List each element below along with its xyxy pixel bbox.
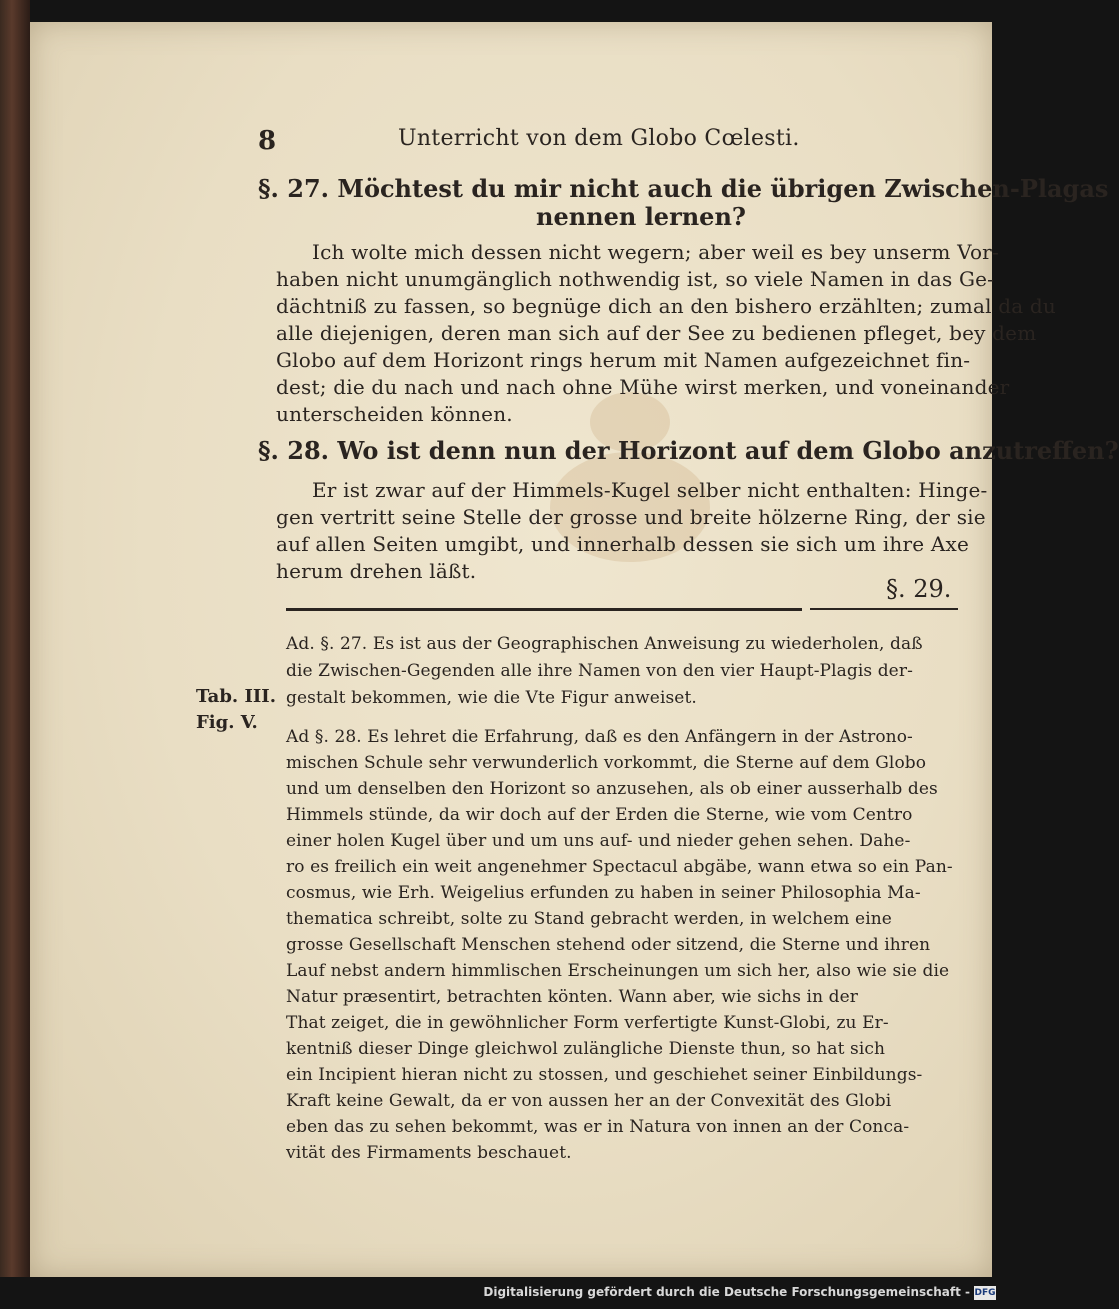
margin-ref-table: Tab. III.	[196, 686, 276, 707]
answer-27-line: haben nicht unumgänglich nothwendig ist, so viele Namen in das Ge-	[276, 267, 995, 291]
answer-28-line: herum drehen läßt.	[276, 559, 477, 583]
page-number: 8	[258, 126, 277, 156]
note-28-line: kentniß dieser Dinge gleichwol zulängliche Dienste thun, so hat sich	[286, 1039, 886, 1059]
dfg-logo-icon: DFG	[974, 1288, 996, 1298]
answer-28-line: Er ist zwar auf der Himmels-Kugel selber nicht enthalten: Hinge-	[312, 478, 988, 502]
note-28-line: eben das zu sehen bekommt, was er in Natura von innen an der Conca-	[286, 1117, 910, 1137]
note-28-line: Natur præsentirt, betrachten könten. Wann aber, wie sichs in der	[286, 987, 859, 1007]
answer-27-line: dest; die du nach und nach ohne Mühe wirst merken, und voneinander	[276, 375, 1010, 399]
note-28-line: ro es freilich ein weit angenehmer Spectacul abgäbe, wann etwa so ein Pan-	[286, 857, 953, 877]
footnote-divider	[286, 608, 802, 611]
answer-27-line: alle diejenigen, deren man sich auf der See zu bedienen pfleget, bey dem	[276, 321, 1037, 345]
note-28-line: Lauf nebst andern himmlischen Erscheinungen um sich her, also wie sie die	[286, 961, 950, 981]
question-27-heading-cont: nennen lernen?	[536, 202, 746, 231]
answer-27-line: Globo auf dem Horizont rings herum mit Namen aufgezeichnet fin-	[276, 348, 971, 372]
note-28-line: vität des Firmaments beschauet.	[286, 1143, 572, 1163]
note-27-line: Ad. §. 27. Es ist aus der Geographischen Anweisung zu wiederholen, daß	[286, 634, 923, 654]
book-page	[30, 22, 1119, 1277]
running-head: Unterricht von dem Globo Cœlesti.	[398, 126, 800, 151]
note-28-line: und um denselben den Horizont so anzusehen, als ob einer ausserhalb des	[286, 779, 938, 799]
digitization-footer	[0, 1277, 1000, 1309]
note-28-line: einer holen Kugel über und um uns auf- und nieder gehen sehen. Dahe-	[286, 831, 911, 851]
note-27-line: gestalt bekommen, wie die Vte Figur anweiset.	[286, 688, 697, 708]
margin-ref-figure: Fig. V.	[196, 712, 258, 733]
note-28-line: Himmels stünde, da wir doch auf der Erden die Sterne, wie vom Centro	[286, 805, 913, 825]
note-28-line: Ad §. 28. Es lehret die Erfahrung, daß es den Anfängern in der Astrono-	[286, 727, 913, 747]
note-28-line: Kraft keine Gewalt, da er von aussen her an der Convexität des Globi	[286, 1091, 892, 1111]
note-28-line: thematica schreibt, solte zu Stand gebracht werden, in welchem eine	[286, 909, 892, 929]
answer-27-line: unterscheiden können.	[276, 402, 513, 426]
answer-27-line: dächtniß zu fassen, so begnüge dich an den bishero erzählten; zumal da du	[276, 294, 1056, 318]
question-28-heading: §. 28. Wo ist denn nun der Horizont auf dem Globo anzutreffen?	[258, 436, 1119, 465]
scan-left-edge	[0, 0, 30, 1309]
answer-28-line: gen vertritt seine Stelle der grosse und breite hölzerne Ring, der sie	[276, 505, 986, 529]
answer-27-line: Ich wolte mich dessen nicht wegern; aber weil es bey unserm Vor-	[312, 240, 999, 264]
note-28-line: That zeiget, die in gewöhnlicher Form verfertigte Kunst-Globi, zu Er-	[286, 1013, 889, 1033]
question-27-heading: §. 27. Möchtest du mir nicht auch die übrigen Zwischen-Plagas	[258, 174, 1109, 203]
footnote-divider-short	[810, 608, 958, 610]
note-28-line: ein Incipient hieran nicht zu stossen, und geschiehet seiner Einbildungs-	[286, 1065, 923, 1085]
note-27-line: die Zwischen-Gegenden alle ihre Namen von den vier Haupt-Plagis der-	[286, 661, 913, 681]
note-28-line: mischen Schule sehr verwunderlich vorkommt, die Sterne auf dem Globo	[286, 753, 927, 773]
catchword: §. 29.	[886, 575, 952, 603]
answer-28-line: auf allen Seiten umgibt, und innerhalb dessen sie sich um ihre Axe	[276, 532, 970, 556]
note-28-line: grosse Gesellschaft Menschen stehend oder sitzend, die Sterne und ihren	[286, 935, 931, 955]
note-28-line: cosmus, wie Erh. Weigelius erfunden zu haben in seiner Philosophia Ma-	[286, 883, 921, 903]
footer-credit: Digitalisierung gefördert durch die Deutsche Forschungsgemeinschaft -	[483, 1285, 970, 1299]
